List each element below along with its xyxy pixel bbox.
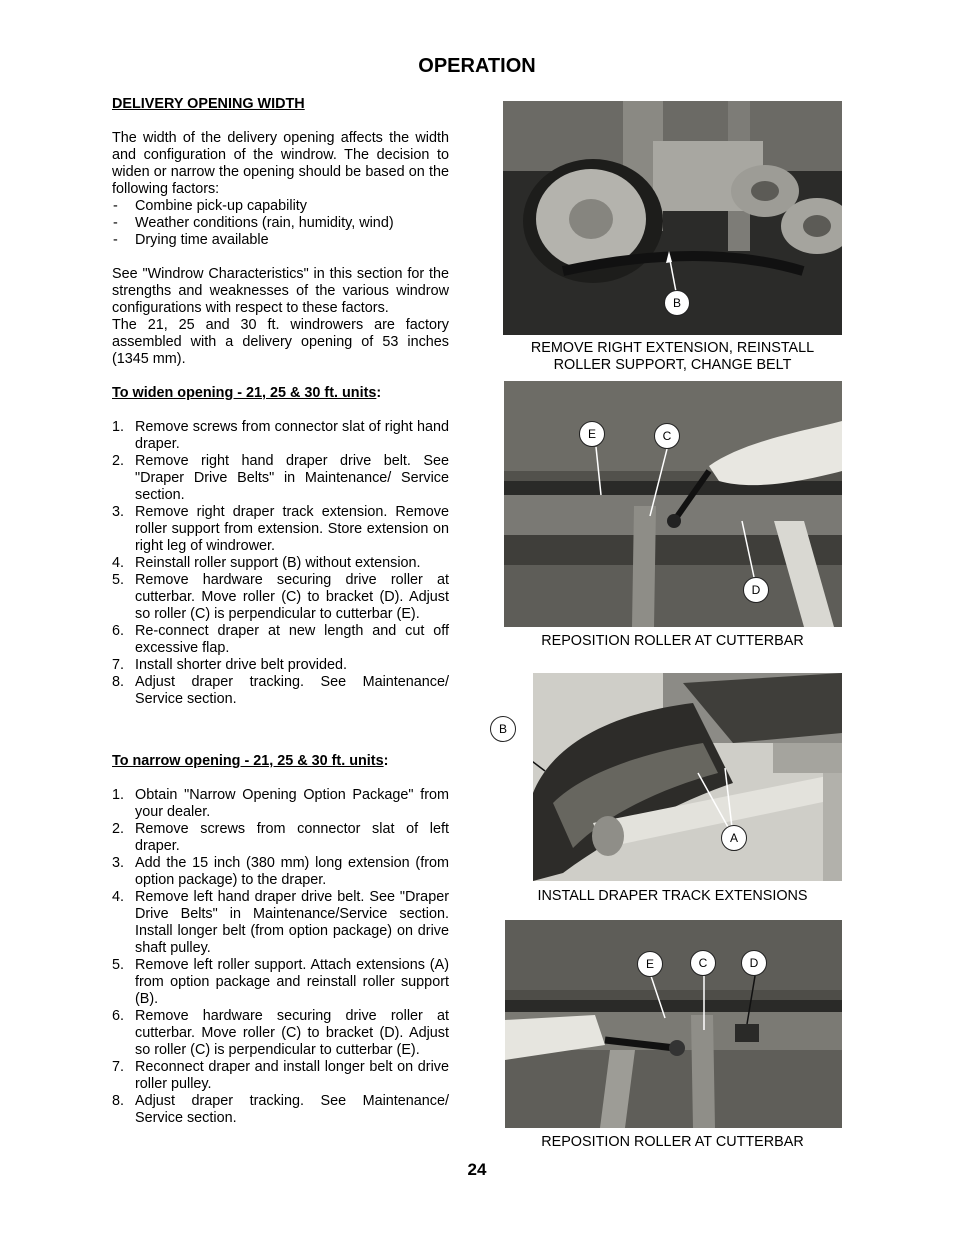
list-item — [112, 1008, 449, 1059]
factor-list — [112, 198, 449, 249]
widen-steps — [112, 419, 449, 708]
list-item — [112, 419, 449, 453]
step-number: 7. — [112, 657, 125, 673]
list-item — [112, 453, 449, 504]
step-number: 1. — [112, 419, 125, 435]
list-item — [112, 572, 449, 623]
step-number: 1. — [112, 787, 125, 803]
step-number: 2. — [112, 821, 125, 837]
step-number: 8. — [112, 674, 125, 690]
step-text: Reinstall roller support (B) without extension. — [135, 555, 421, 571]
list-item — [112, 787, 449, 821]
section-heading-narrow — [112, 753, 449, 770]
callout-label-e: E — [637, 951, 663, 977]
step-text: Obtain "Narrow Opening Option Package" from your dealer. — [135, 787, 449, 820]
step-text: Install shorter drive belt provided. — [135, 657, 347, 673]
list-item — [112, 555, 449, 572]
step-number: 5. — [112, 572, 125, 588]
page-number: 24 — [467, 1160, 487, 1179]
step-number: 2. — [112, 453, 125, 469]
step-text: Remove hardware securing drive roller at cutterbar. Move roller (C) to bracket (D). Adjust so roller (C) is perpendicular to cutterbar (E). — [135, 1008, 449, 1058]
step-number: 3. — [112, 855, 125, 871]
paragraph-intro: The width of the delivery opening affects the width and configuration of the windrow. The decision to widen or narrow the opening should be based on the following factors: — [112, 130, 449, 197]
step-text: Adjust draper tracking. See Maintenance/ Service section. — [135, 674, 449, 707]
photo-illustration — [533, 673, 842, 881]
step-number: 4. — [112, 889, 125, 905]
list-item — [112, 957, 449, 1008]
figure-caption: REPOSITION ROLLER AT CUTTERBAR — [541, 1134, 804, 1150]
step-number: 4. — [112, 555, 125, 571]
step-text: Adjust draper tracking. See Maintenance/ Service section. — [135, 1093, 449, 1126]
paragraph-factory: The 21, 25 and 30 ft. windrowers are factory assembled with a delivery opening of 53 inches (1345 mm). — [112, 317, 449, 367]
callout-label-e: E — [579, 421, 605, 447]
widen-heading-text: To widen opening - 21, 25 & 30 ft. units — [112, 385, 377, 401]
photo-roller-cutterbar — [504, 381, 842, 627]
narrow-heading-colon: : — [383, 753, 389, 769]
list-item — [112, 657, 449, 674]
paragraph-see: See "Windrow Characteristics" in this section for the strengths and weaknesses of the various windrow configurations with respect to these factors. — [112, 266, 449, 316]
callout-label-d: D — [743, 577, 769, 603]
step-number: 7. — [112, 1059, 125, 1075]
step-text: Remove left hand draper drive belt. See "Draper Drive Belts" in Maintenance/Service section. Install longer belt (from option package) on drive shaft pulley. — [135, 889, 449, 956]
text-column-narrow — [112, 753, 449, 1127]
callout-label-d: D — [741, 950, 767, 976]
list-item: - Weather conditions (rain, humidity, wind) — [112, 215, 449, 232]
caption-line: ROLLER SUPPORT, CHANGE BELT — [553, 357, 792, 373]
list-item — [112, 855, 449, 889]
figure-caption: INSTALL DRAPER TRACK EXTENSIONS — [537, 888, 808, 904]
section-heading-widen — [112, 385, 449, 402]
list-item — [112, 1059, 449, 1093]
list-item — [112, 674, 449, 708]
list-item — [112, 1093, 449, 1127]
widen-heading-colon: : — [376, 385, 382, 401]
text-column — [112, 96, 449, 708]
narrow-heading-text: To narrow opening - 21, 25 & 30 ft. units — [112, 753, 384, 769]
photo-draper-track-extensions — [533, 673, 842, 881]
step-text: Re-connect draper at new length and cut off excessive flap. — [135, 623, 449, 656]
step-text: Remove screws from connector slat of right hand draper. — [135, 419, 449, 452]
narrow-steps — [112, 787, 449, 1127]
step-text: Remove screws from connector slat of left draper. — [135, 821, 449, 854]
list-item — [112, 889, 449, 957]
step-text: Remove right draper track extension. Remove roller support from extension. Store extension on right leg of windrower. — [135, 504, 449, 554]
step-number: 5. — [112, 957, 125, 973]
step-number: 6. — [112, 1008, 125, 1024]
list-item: - Combine pick-up capability — [112, 198, 449, 215]
figure-caption: REPOSITION ROLLER AT CUTTERBAR — [541, 633, 804, 649]
step-text: Remove left roller support. Attach extensions (A) from option package and reinstall roller support (B). — [135, 957, 449, 1007]
step-number: 3. — [112, 504, 125, 520]
callout-label-b: B — [490, 716, 516, 742]
section-heading-delivery: DELIVERY OPENING WIDTH — [112, 96, 305, 112]
caption-line: REMOVE RIGHT EXTENSION, REINSTALL — [530, 340, 815, 356]
photo-roller-cutterbar-2 — [505, 920, 842, 1128]
list-item — [112, 821, 449, 855]
callout-label-b: B — [664, 290, 690, 316]
photo-illustration — [504, 381, 842, 627]
step-number: 8. — [112, 1093, 125, 1109]
callout-label-c: C — [690, 950, 716, 976]
list-item: - Drying time available — [112, 232, 449, 249]
step-text: Remove hardware securing drive roller at cutterbar. Move roller (C) to bracket (D). Adjust so roller (C) is perpendicular to cutterbar (E). — [135, 572, 449, 622]
list-item — [112, 504, 449, 555]
page-title: OPERATION — [418, 55, 536, 77]
callout-label-c: C — [654, 423, 680, 449]
photo-illustration — [505, 920, 842, 1128]
callout-label-a: A — [721, 825, 747, 851]
step-text: Add the 15 inch (380 mm) long extension (from option package) to the draper. — [135, 855, 449, 888]
step-text: Reconnect draper and install longer belt on drive roller pulley. — [135, 1059, 449, 1092]
list-item — [112, 623, 449, 657]
step-number: 6. — [112, 623, 125, 639]
step-text: Remove right hand draper drive belt. See "Draper Drive Belts" in Maintenance/ Service section. — [135, 453, 449, 503]
figure-caption — [503, 340, 842, 374]
